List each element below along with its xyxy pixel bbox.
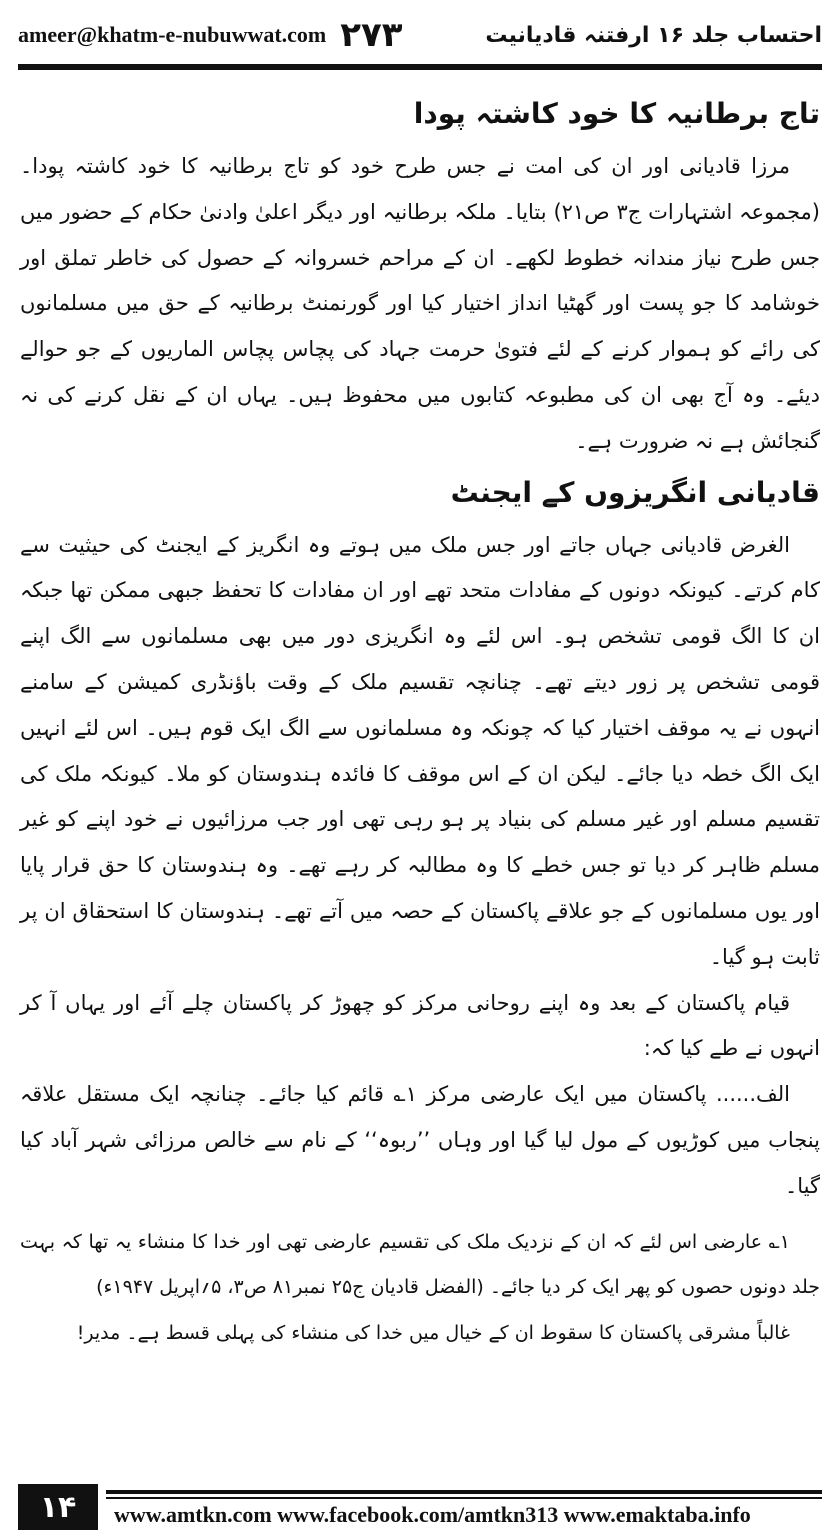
section-heading-1: تاج برطانیہ کا خود کاشتہ پودا bbox=[413, 97, 820, 130]
header-email: ameer@khatm-e-nubuwwat.com bbox=[18, 22, 327, 47]
footnote-note: غالباً مشرقی پاکستان کا سقوط ان کے خیال میں خدا کی منشاء کی پہلی قسط ہے۔ مدیر! bbox=[76, 1322, 790, 1345]
footer-urls: www.amtkn.com www.facebook.com/amtkn313 www.emaktaba.info bbox=[114, 1502, 751, 1527]
header-page-number: ۲۷۳ bbox=[340, 15, 403, 55]
header-left bbox=[18, 15, 403, 55]
footer-rule bbox=[106, 1490, 822, 1494]
paragraph: الغرض قادیانی جہاں جاتے اور جس ملک میں ہوتے وہ انگریز کے ایجنٹ کی حیثیت سے کام کرتے۔ کیونکہ دونوں کے مفادات متحد تھے اور ان مفادات کا تحفظ جبھی ممکن تھا جبکہ ان کا الگ قومی تشخص ہو۔ اس لئے وہ انگریزی دور میں بھی مسلمانوں سے الگ اپنے قومی تشخص پر زور دیتے تھے۔ چنانچہ تقسیم ملک کے وقت باؤنڈری کمیشن کے سامنے انہوں نے یہ موقف اختیار کیا کہ چونکہ وہ مسلمانوں سے الگ ایک قوم ہیں۔ اس لئے انہیں ایک الگ خطہ دیا جائے۔ لیکن ان کے اس موقف کا فائدہ ہندوستان کو ملا۔ کیونکہ ملک کی تقسیم مسلم اور غیر مسلم کی بنیاد پر ہو رہی تھی اور جب مرزائیوں نے خود اپنے کو غیر مسلم ظاہر کر دیا تو جس خطے کا وہ مطالبہ کر رہے تھے۔ وہ ہندوستان کا حق قرار پایا اور یوں مسلمانوں کے جو علاقے پاکستان کے حصہ میں آتے تھے۔ ہندوستان کا استحقاق ان پر ثابت ہو گیا۔ bbox=[20, 532, 820, 969]
footnote: ۱؎ عارضی اس لئے کہ ان کے نزدیک ملک کی تقسیم عارضی تھی اور خدا کا منشاء یہ تھا کہ بہت جلد دونوں حصوں کو پھر ایک کر دیا جائے۔ (الفضل قادیان ج۲۵ نمبر۸۱ ص۳، ۵؍اپریل ۱۹۴۷ء) bbox=[20, 1230, 820, 1299]
paragraph: قیام پاکستان کے بعد وہ اپنے روحانی مرکز کو چھوڑ کر پاکستان چلے آئے اور یہاں آ کر انہوں نے طے کیا کہ: bbox=[20, 990, 820, 1061]
paragraph: مرزا قادیانی اور ان کی امت نے جس طرح خود کو تاج برطانیہ کا خود کاشتہ پودا۔ (مجموعہ اشتہارات ج۳ ص۲۱) بتایا۔ ملکہ برطانیہ اور دیگر اعلیٰ وادنیٰ حکام کے حضور میں جس طرح نیاز مندانہ خطوط لکھے۔ ان کے مراحم خسروانہ کے حصول کی خاطر تملق اور خوشامد کا جو پست اور گھٹیا انداز اختیار کیا اور گورنمنٹ برطانیہ کے حق میں مسلمانوں کی رائے کو ہموار کرنے کے لئے فتویٰ حرمت جہاد کی پچاس پچاس الماریوں کے جو حوالے دیئے۔ وہ آج بھی ان کی مطبوعہ کتابوں میں محفوظ ہیں۔ یہاں ان کے نقل کرنے کی نہ گنجائش ہے نہ ضرورت ہے۔ bbox=[20, 154, 820, 453]
running-title: احتساب جلد ۱۶ ارفتنہ قادیانیت bbox=[485, 22, 822, 48]
footer-page-number: ۱۴ bbox=[18, 1484, 98, 1530]
page-footer bbox=[18, 1484, 822, 1530]
footer-rule-thin bbox=[106, 1497, 822, 1499]
page-header bbox=[18, 14, 822, 56]
paragraph: الف...... پاکستان میں ایک عارضی مرکز ۱؎ قائم کیا جائے۔ چنانچہ ایک مستقل علاقہ پنجاب میں کوڑیوں کے مول لیا گیا اور وہاں ’’ربوہ‘‘ کے نام سے خالص مرزائی شہر آباد کیا گیا۔ bbox=[20, 1082, 820, 1198]
page-content bbox=[20, 92, 820, 1470]
section-heading-2: قادیانی انگریزوں کے ایجنٹ bbox=[450, 475, 820, 509]
header-rule bbox=[18, 64, 822, 70]
